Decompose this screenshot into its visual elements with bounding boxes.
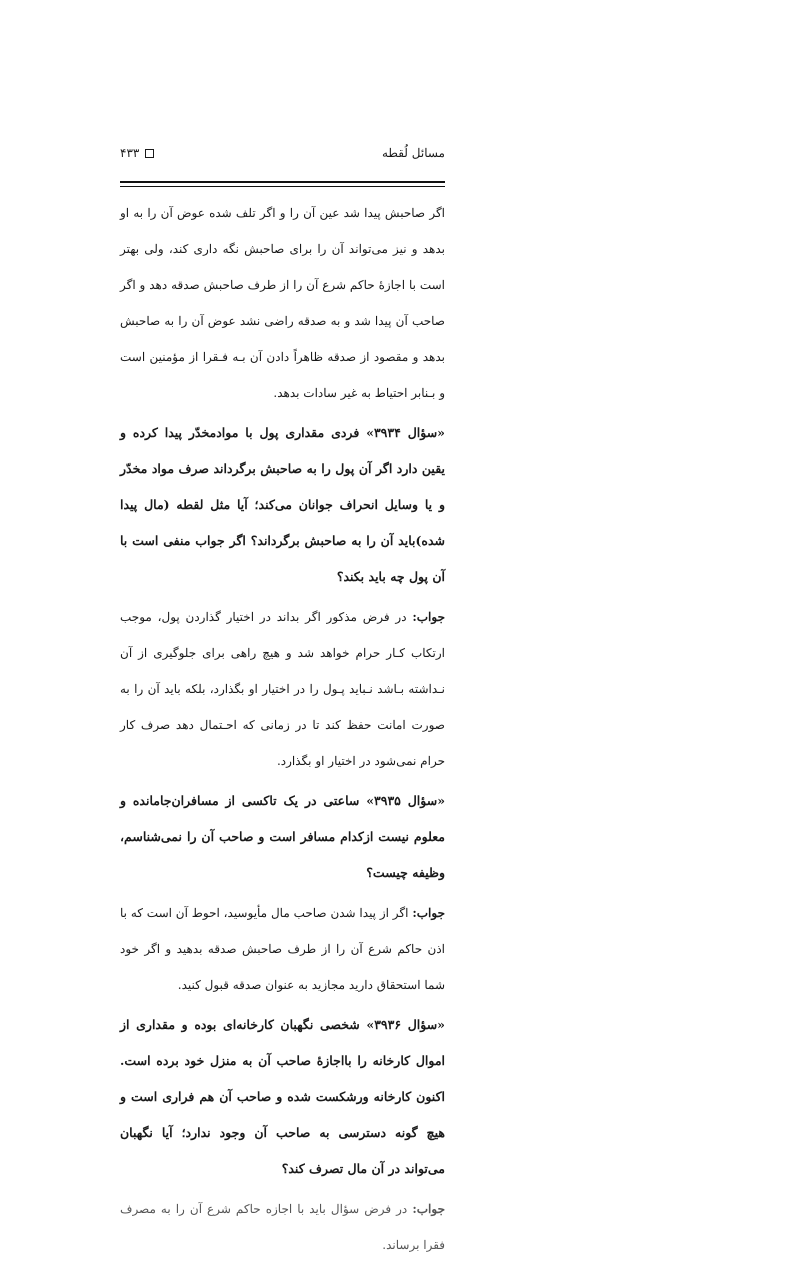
answer-label: جواب: <box>412 1202 445 1216</box>
answer-label: جواب: <box>412 610 445 624</box>
page-header <box>120 146 445 168</box>
page-number: ۴۳۳ <box>120 146 140 160</box>
answer-text: در فرض مذکور اگر بداند در اختیار گذاردن پول، موجب ارتکاب کـار حرام خواهد شد و هیچ راهی برای جلوگیری از آن نـداشته بـاشد نـباید پـول را در اختیار او بگذارد، بلکه باید آن را به صورت امانت حفظ کند تا در زمانی که احـتمال دهد صرف کار حرام نمی‌شود در اختیار او بگذارد. <box>120 610 445 768</box>
page-number-group <box>120 146 154 160</box>
question-3935: «سؤال ۳۹۳۵» ساعتی در یک تاکسی از مسافران‌جامانده و معلوم نیست ازکدام مسافر است و صاحب آن را نمی‌شناسم، وظیفه چیست؟ <box>120 793 446 880</box>
paragraph-intro: اگر صاحبش پیدا شد عین آن را و اگر تلف شده عوض آن را به او بدهد و نیز می‌تواند آن را برای صاحبش نگه داری کند، ولی بهتر است با اجازهٔ حاکم شرع آن را از طرف صاحبش صدقه دهد و اگر صاحب آن پیدا شد و به صدقه راضی نشد عوض آن را به صاحبش بدهد و مقصود از صدقه ظاهراً دادن آن بـه فـقرا از مؤمنین است و بـنابر احتیاط به غیر سادات بدهد. <box>120 206 445 400</box>
answer-text: اگر از پیدا شدن صاحب مال مأیوسید، احوط آن است که با اذن حاکم شرع آن را از طرف صاحبش صدقه بدهید و اگر خود شما استحقاق دارید مجازید به عنوان صدقه قبول کنید. <box>120 906 445 992</box>
header-rule-thick <box>120 181 445 183</box>
question-3934: «سؤال ۳۹۳۴» فردی مقداری پول با موادمخدّر پیدا کرده و یقین دارد اگر آن پول را به صاحبش برگرداند صرف مواد مخدّر و یا وسایل انحراف جوانان می‌کند؛ آیا مثل لقطه (مال پیدا شده)باید آن را به صاحبش برگرداند؟ اگر جواب منفی است با آن پول چه باید بکند؟ <box>120 425 445 584</box>
answer-3936-cutoff <box>120 1191 445 1252</box>
answer-label: جواب: <box>412 906 445 920</box>
answer-text: در فرض سؤال باید با اجازه حاکم شرع آن را به مصرف فقرا برساند. <box>120 1202 445 1252</box>
question-3936: «سؤال ۳۹۳۶» شخصی نگهبان کارخانه‌ای بوده و مقداری از اموال کارخانه را بااجازهٔ صاحب آن به منزل خود برده است. اکنون کارخانه ورشکست شده و صاحب آن هم فراری است و هیچ گونه دسترسی به صاحب آن وجود ندارد؛ آیا نگهبان می‌تواند در آن مال تصرف کند؟ <box>120 1017 445 1176</box>
square-ornament-icon <box>145 149 154 158</box>
running-title: مسائل لُقطه <box>381 146 445 160</box>
answer-3935 <box>120 895 445 1003</box>
body-text <box>120 195 446 1252</box>
answer-3934 <box>120 599 445 779</box>
header-rule-thin <box>120 186 445 187</box>
